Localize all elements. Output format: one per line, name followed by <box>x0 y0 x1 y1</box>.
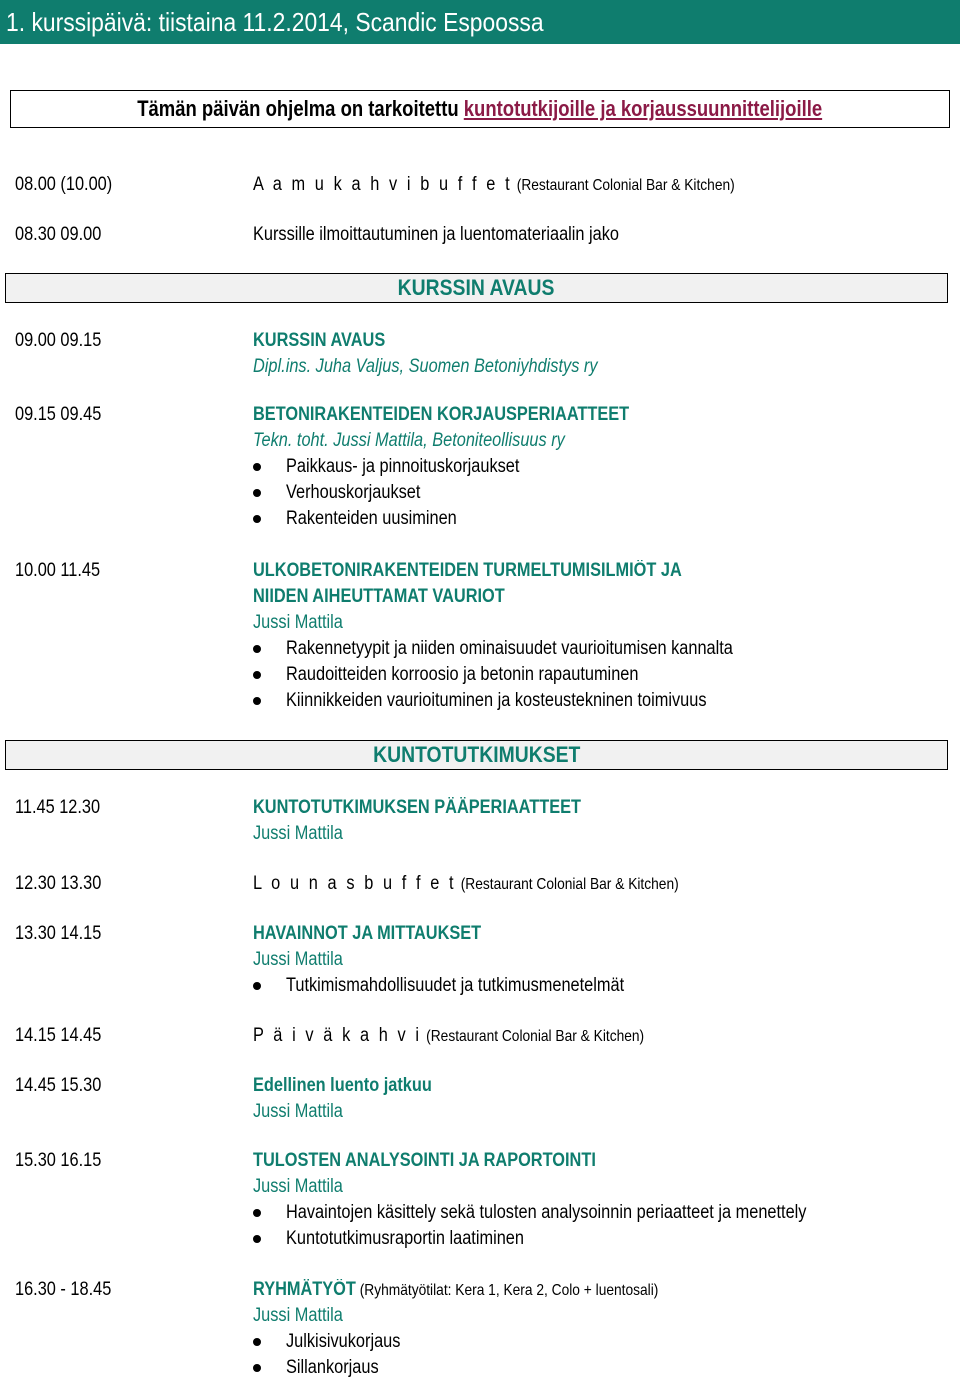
list-item: Tutkimismahdollisuudet ja tutkimusmenetelmät <box>253 973 953 999</box>
session-speaker: Jussi Mattila <box>253 949 343 970</box>
section-header-opening <box>5 273 948 303</box>
session-speaker: Jussi Mattila <box>253 1176 343 1197</box>
time-slot: 16.30 - 18.45 <box>15 1279 112 1300</box>
session-speaker: Jussi Mattila <box>253 1101 343 1122</box>
session-title: BETONIRAKENTEIDEN KORJAUSPERIAATTEET <box>253 404 630 425</box>
section-title: KUNTOTUTKIMUKSET <box>372 742 581 767</box>
page-title: 1. kurssipäivä: tiistaina 11.2.2014, Scandic Espoossa <box>6 7 544 37</box>
session-title: KUNTOTUTKIMUKSEN PÄÄPERIAATTEET <box>253 797 582 818</box>
bullet-icon <box>253 1338 261 1346</box>
session-speaker: Jussi Mattila <box>253 612 343 633</box>
session-label: A a m u k a h v i b u f f e t (Restaurant Colonial Bar & Kitchen) <box>253 174 735 195</box>
header-bar <box>0 0 960 44</box>
bullet-icon <box>253 463 261 471</box>
time-slot: 14.45 15.30 <box>15 1075 102 1096</box>
list-item: Kiinnikkeiden vaurioituminen ja kosteustekninen toimivuus <box>253 688 953 714</box>
time-slot: 14.15 14.45 <box>15 1025 102 1046</box>
list-item: Julkisivukorjaus <box>253 1329 953 1355</box>
bullet-icon <box>253 982 261 990</box>
list-item: Verhouskorjaukset <box>253 480 953 506</box>
bullet-icon <box>253 697 261 705</box>
time-slot: 09.00 09.15 <box>15 330 102 351</box>
session-speaker: Tekn. toht. Jussi Mattila, Betoniteollisuus ry <box>253 430 565 451</box>
bullet-icon <box>253 645 261 653</box>
audience-text <box>138 91 823 127</box>
audience-prefix: Tämän päivän ohjelma on tarkoitettu <box>137 96 465 121</box>
session-speaker: Jussi Mattila <box>253 1305 343 1326</box>
session-title: KURSSIN AVAUS <box>253 330 386 351</box>
section-title: KURSSIN AVAUS <box>398 275 555 300</box>
session-speaker: Dipl.ins. Juha Valjus, Suomen Betoniyhdistys ry <box>253 356 598 377</box>
list-item: Rakenteiden uusiminen <box>253 506 953 532</box>
time-slot: 09.15 09.45 <box>15 404 102 425</box>
session-title: HAVAINNOT JA MITTAUKSET <box>253 923 482 944</box>
time-slot: 08.00 (10.00) <box>15 174 113 195</box>
list-item: Rakennetyypit ja niiden ominaisuudet vaurioitumisen kannalta <box>253 636 953 662</box>
session-title: TULOSTEN ANALYSOINTI JA RAPORTOINTI <box>253 1150 596 1171</box>
bullet-icon <box>253 1209 261 1217</box>
bullet-icon <box>253 671 261 679</box>
time-slot: 15.30 16.15 <box>15 1150 102 1171</box>
time-slot: 08.30 09.00 <box>15 224 102 245</box>
audience-box <box>10 90 950 128</box>
bullet-icon <box>253 489 261 497</box>
session-title: ULKOBETONIRAKENTEIDEN TURMELTUMISILMIÖT JA <box>253 560 682 581</box>
audience-link[interactable]: kuntotutkijoille ja korjaussuunnittelijoille <box>464 96 823 121</box>
list-item: Paikkaus- ja pinnoituskorjaukset <box>253 454 953 480</box>
bullet-icon <box>253 1364 261 1372</box>
bullet-icon <box>253 1235 261 1243</box>
session-title-continued: NIIDEN AIHEUTTAMAT VAURIOT <box>253 586 505 607</box>
time-slot: 10.00 11.45 <box>15 560 101 581</box>
list-item: Sillankorjaus <box>253 1355 953 1381</box>
session-title: RYHMÄTYÖT (Ryhmätyötilat: Kera 1, Kera 2, Colo + luentosali) <box>253 1279 659 1300</box>
section-header-condition-surveys <box>5 740 948 770</box>
time-slot: 11.45 12.30 <box>15 797 101 818</box>
session-label: L o u n a s b u f f e t (Restaurant Colonial Bar & Kitchen) <box>253 873 679 894</box>
list-item: Raudoitteiden korroosio ja betonin rapautuminen <box>253 662 953 688</box>
time-slot: 12.30 13.30 <box>15 873 102 894</box>
session-label: Kurssille ilmoittautuminen ja luentomateriaalin jako <box>253 224 620 245</box>
bullet-icon <box>253 515 261 523</box>
time-slot: 13.30 14.15 <box>15 923 102 944</box>
list-item: Havaintojen käsittely sekä tulosten analysoinnin periaatteet ja menettely <box>253 1200 953 1226</box>
session-title: Edellinen luento jatkuu <box>253 1075 432 1096</box>
session-speaker: Jussi Mattila <box>253 823 343 844</box>
session-label: P ä i v ä k a h v i (Restaurant Colonial Bar & Kitchen) <box>253 1025 645 1046</box>
list-item: Kuntotutkimusraportin laatiminen <box>253 1226 953 1252</box>
